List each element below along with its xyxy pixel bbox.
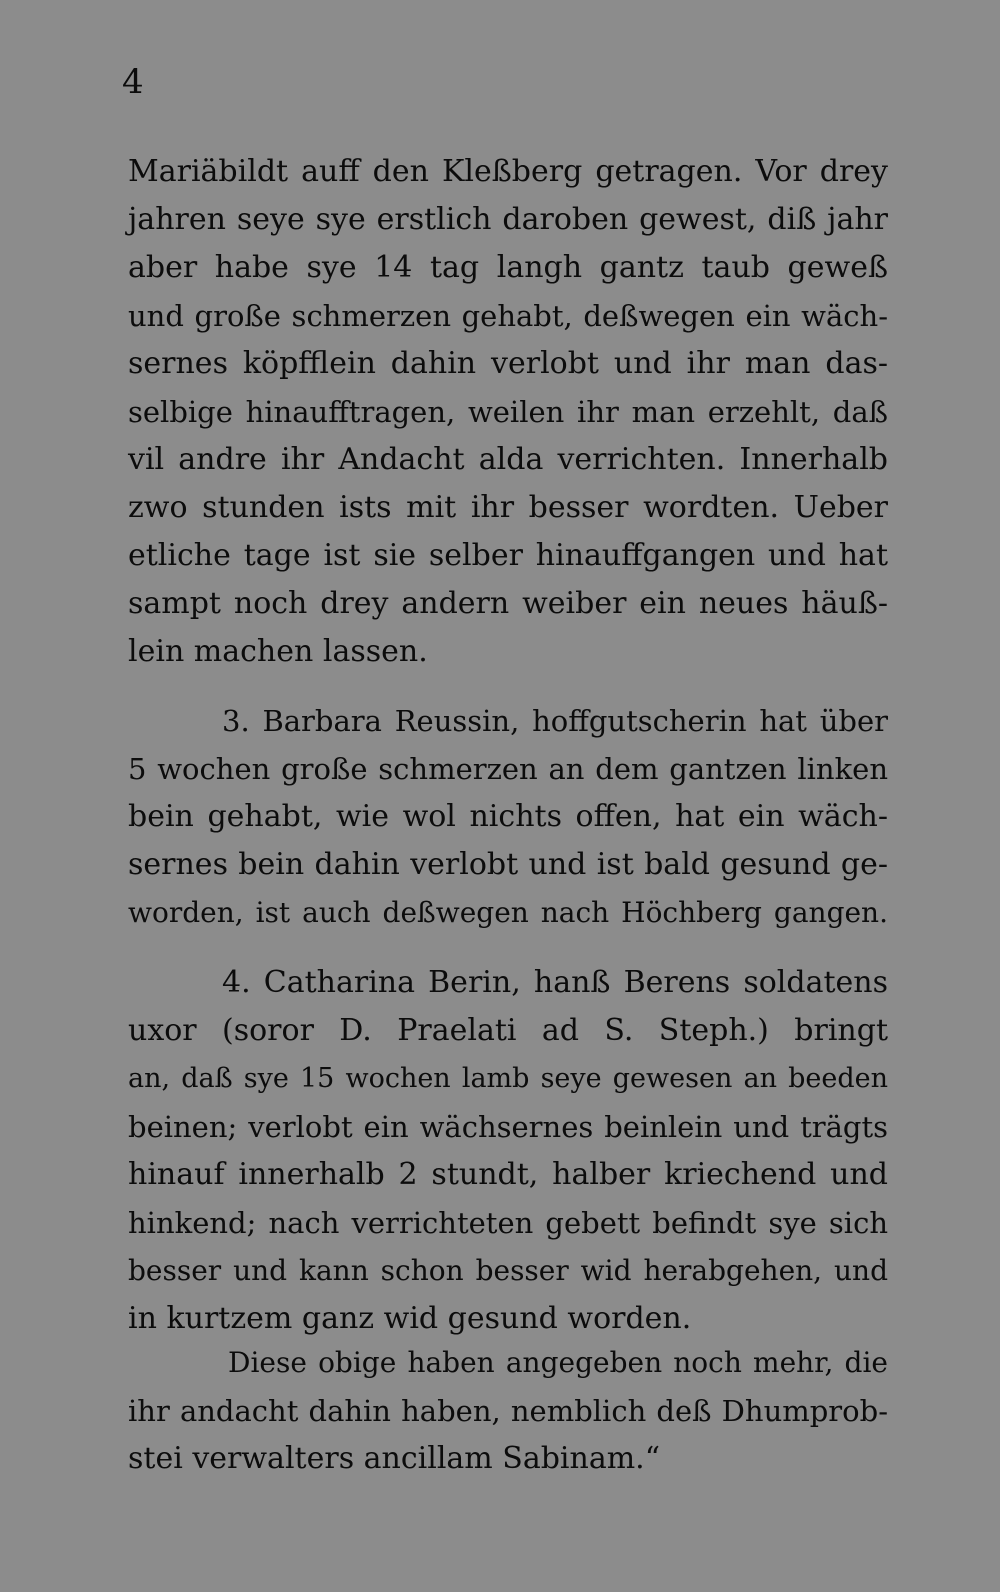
text-line: in kurtzem ganz wid gesund worden. bbox=[128, 1301, 692, 1336]
text-line: aber habe sye 14 tag langh gantz taub geweß bbox=[128, 250, 888, 285]
text-line: selbige hinaufftragen, weilen ihr man erzehlt, daß bbox=[128, 395, 888, 429]
text-line: 3. Barbara Reussin, hoffgutscherin hat über bbox=[222, 704, 888, 738]
text-line: zwo stunden ists mit ihr besser wordten. Ueber bbox=[128, 490, 888, 525]
text-line: worden, ist auch deßwegen nach Höchberg gangen. bbox=[128, 896, 888, 929]
paragraph-item-4 bbox=[128, 959, 888, 1343]
text-line: 4. Catharina Berin, hanß Berens soldatens bbox=[222, 965, 888, 1000]
text-line: jahren seye sye erstlich daroben gewest, diß jahr bbox=[128, 202, 888, 237]
text-line: an, daß sye 15 wochen lamb seye gewesen an beeden bbox=[128, 1063, 888, 1094]
text-line: uxor (soror D. Praelati ad S. Steph.) bringt bbox=[128, 1013, 888, 1048]
paragraph-item-3 bbox=[128, 697, 888, 937]
text-line: stei verwalters ancillam Sabinam.“ bbox=[128, 1441, 661, 1476]
text-line: etliche tage ist sie selber hinauffgangen und hat bbox=[128, 538, 888, 573]
paragraph-continued bbox=[128, 148, 888, 676]
text-line: Mariäbildt auff den Kleßberg getragen. Vor drey bbox=[128, 154, 888, 189]
text-line: ihr andacht dahin haben, nemblich deß Dhumprob- bbox=[128, 1394, 888, 1428]
text-line: sernes köpfflein dahin verlobt und ihr man das- bbox=[128, 346, 888, 381]
text-line: vil andre ihr Andacht alda verrichten. Innerhalb bbox=[128, 442, 888, 477]
text-line: und große schmerzen gehabt, deßwegen ein wäch- bbox=[128, 299, 888, 333]
text-line: lein machen lassen. bbox=[128, 634, 428, 669]
text-line: hinkend; nach verrichteten gebett befindt sye sich bbox=[128, 1206, 888, 1240]
text-line: besser und kann schon besser wid herabgehen, und bbox=[128, 1254, 888, 1287]
text-line: bein gehabt, wie wol nichts offen, hat ein wäch- bbox=[128, 799, 888, 834]
text-line: hinauf innerhalb 2 stundt, halber kriechend und bbox=[128, 1157, 888, 1192]
page-number: 4 bbox=[122, 62, 144, 102]
text-line: sampt noch drey andern weiber ein neues häuß- bbox=[128, 586, 888, 621]
paragraph-closing bbox=[128, 1339, 888, 1483]
text-line: 5 wochen große schmerzen an dem gantzen linken bbox=[128, 752, 888, 786]
text-line: beinen; verlobt ein wächsernes beinlein und trägts bbox=[128, 1110, 888, 1144]
text-line: Diese obige haben angegeben noch mehr, die bbox=[228, 1346, 888, 1379]
text-line: sernes bein dahin verlobt und ist bald gesund ge- bbox=[128, 847, 888, 882]
